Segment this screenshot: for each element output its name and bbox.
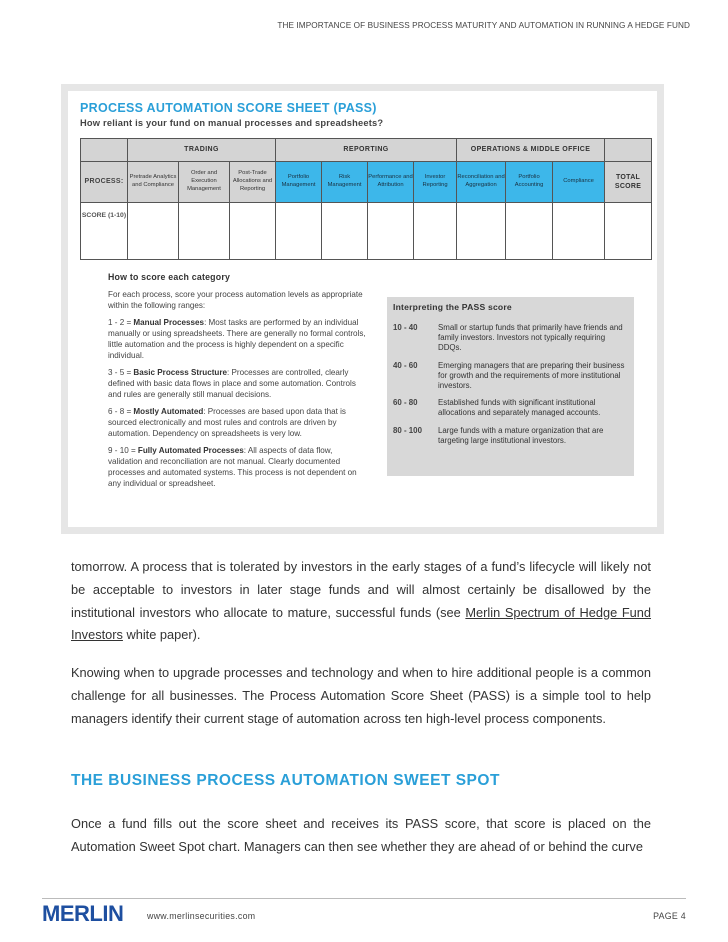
- process-row-label: PROCESS:: [81, 162, 128, 203]
- score-row-label: SCORE (1-10): [81, 203, 128, 260]
- score-input-cell[interactable]: [457, 203, 506, 260]
- pass-subtitle: How reliant is your fund on manual processes and spreadsheets?: [80, 118, 384, 128]
- score-input-cell[interactable]: [322, 203, 368, 260]
- pass-title: PROCESS AUTOMATION SCORE SHEET (PASS): [80, 101, 377, 115]
- category-cell: Portfolio Management: [276, 162, 322, 203]
- score-input-cell[interactable]: [179, 203, 230, 260]
- spectrum-paper-link[interactable]: Merlin Spectrum of Hedge Fund Investors: [71, 604, 651, 643]
- score-range-item: 9 - 10 = Fully Automated Processes: All aspects of data flow, validation and reconciliation are not manual. Clearly documented processes and automated systems. This process is not dependent on any individual or spreadsheet.: [108, 446, 357, 488]
- interpretation-row: 60 - 80 Established funds with significant institutional allocations and separately managed accounts.: [393, 398, 601, 418]
- category-cell: Order and Execution Management: [179, 162, 230, 203]
- website-link[interactable]: www.merlinsecurities.com: [147, 911, 256, 921]
- score-input-cell[interactable]: [230, 203, 276, 260]
- total-score-label: TOTAL SCORE: [605, 162, 652, 203]
- category-cell: Reconciliation and Aggregation: [457, 162, 506, 203]
- howto-heading: How to score each category: [108, 272, 231, 282]
- interpretation-row: 80 - 100 Large funds with a mature organization that are targeting large institutional investors.: [393, 425, 604, 445]
- interpretation-row: 40 - 60 Emerging managers that are preparing their business for growth and the requirements of more institutional investors.: [393, 360, 625, 391]
- merlin-logo: MERLIN: [42, 901, 124, 926]
- group-reporting: REPORTING: [276, 139, 457, 162]
- score-range-item: 6 - 8 = Mostly Automated: Processes are based upon data that is sourced electronically and most rules and controls are driven by automation. Dependency on spreadsheets is very low.: [108, 407, 346, 438]
- score-input-cell[interactable]: [128, 203, 179, 260]
- category-cell: Performance and Attribution: [368, 162, 414, 203]
- paragraph-2: Knowing when to upgrade processes and technology and when to hire additional people is a common challenge for all businesses. The Process Automation Score Sheet (PASS) is a simple tool to help managers identify their current stage of automation across ten high-level process components.: [71, 665, 651, 726]
- scoring-instructions: [108, 272, 368, 495]
- score-input-cell[interactable]: [368, 203, 414, 260]
- interpretation-row: 10 - 40 Small or startup funds that primarily have friends and family investors. Investors not typically requiring DDQs.: [393, 323, 623, 353]
- score-range-item: 1 - 2 = Manual Processes: Most tasks are performed by an individual manually or using spreadsheets. There are generally no formal controls, little automation and the process is highly dependent on a specific individual.: [108, 318, 366, 360]
- category-cell: Portfolio Accounting: [506, 162, 553, 203]
- paragraph-1: tomorrow. A process that is tolerated by investors in the early stages of a fund’s lifecycle will likely not be acceptable to investors in later stage funds and will almost certainly be disallowed by the institutional investors who allocate to mature, successful funds (see Merlin Spectrum of Hedge Fund Investors white paper).: [71, 559, 651, 643]
- category-cell: Investor Reporting: [414, 162, 457, 203]
- running-header: THE IMPORTANCE OF BUSINESS PROCESS MATURITY AND AUTOMATION IN RUNNING A HEDGE FUND: [277, 21, 690, 30]
- group-trading: TRADING: [128, 139, 276, 162]
- section-heading: THE BUSINESS PROCESS AUTOMATION SWEET SPOT: [71, 772, 500, 789]
- pass-score-sheet: [61, 84, 664, 534]
- category-cell: Post-Trade Allocations and Reporting: [230, 162, 276, 203]
- score-input-cell[interactable]: [276, 203, 322, 260]
- interpretation-heading: Interpreting the PASS score: [393, 302, 512, 312]
- paragraph-3: Once a fund fills out the score sheet and receives its PASS score, that score is placed on the Automation Sweet Spot chart. Managers can then see whether they are ahead of or behind the curve: [71, 816, 651, 854]
- score-input-cell[interactable]: [506, 203, 553, 260]
- category-cell: Pretrade Analytics and Compliance: [128, 162, 179, 203]
- score-range-item: 3 - 5 = Basic Process Structure: Processes are controlled, clearly defined with basic data flows in place and some automation. Controls and rules are generally still manual decisions.: [108, 368, 356, 399]
- footer-divider: [42, 898, 686, 899]
- score-input-cell[interactable]: [414, 203, 457, 260]
- category-cell: Risk Management: [322, 162, 368, 203]
- category-cell: Compliance: [553, 162, 605, 203]
- pass-table: [80, 138, 652, 260]
- page-number: PAGE 4: [653, 911, 686, 921]
- score-input-cell[interactable]: [553, 203, 605, 260]
- howto-intro: For each process, score your process automation levels as appropriate within the following ranges:: [108, 290, 363, 310]
- total-score-cell[interactable]: [605, 203, 652, 260]
- interpretation-panel: [387, 297, 634, 476]
- group-operations: OPERATIONS & MIDDLE OFFICE: [457, 139, 605, 162]
